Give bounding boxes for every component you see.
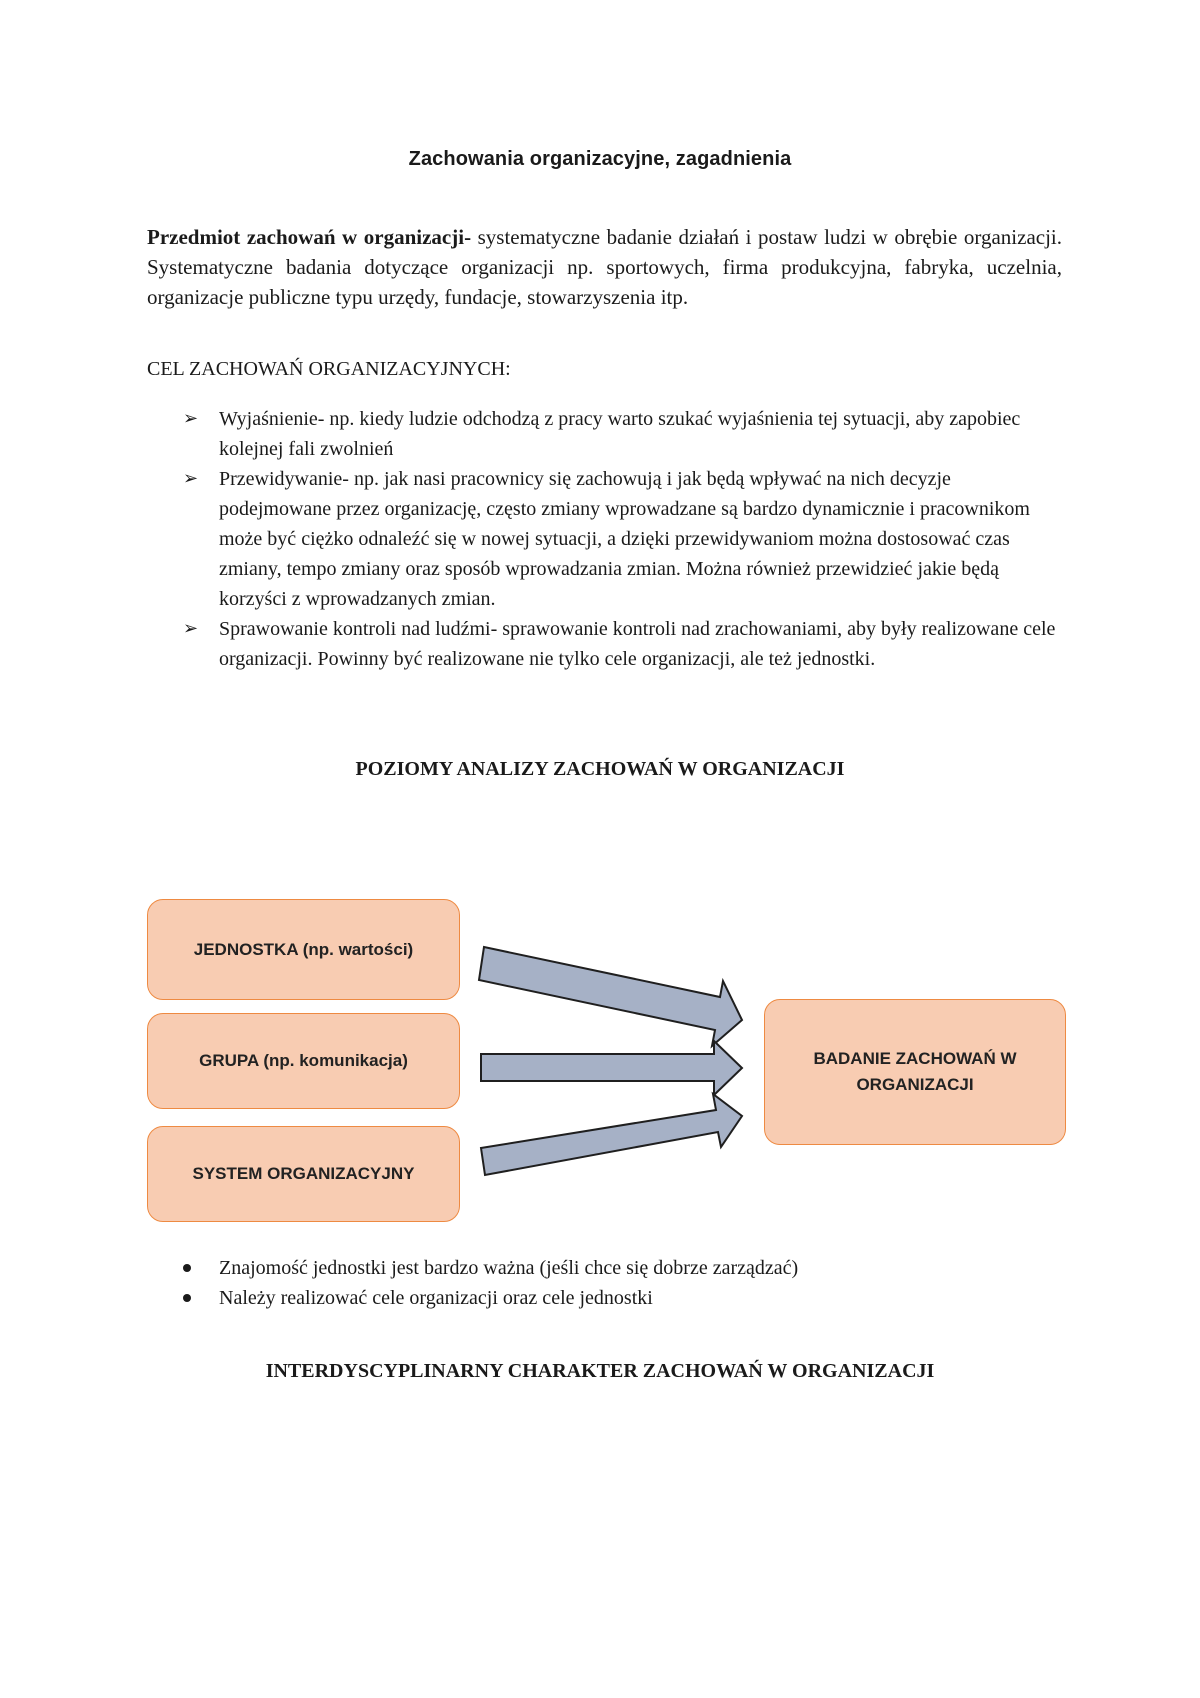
page-title: Zachowania organizacyjne, zagadnienia <box>408 148 792 170</box>
note-text: Znajomość jednostki jest bardzo ważna (jeśli chce się dobrze zarządzać) <box>219 1257 799 1279</box>
levels-heading: POZIOMY ANALIZY ZACHOWAŃ W ORGANIZACJI <box>355 758 845 780</box>
bullet-dot-icon <box>183 1294 191 1302</box>
goals-list <box>147 404 1067 674</box>
bullet-dot-icon <box>183 1264 191 1272</box>
goal-text: Wyjaśnienie- np. kiedy ludzie odchodzą z pracy warto szukać wyjaśnienia tej sytuacji, aby zapobiec kolejnej fali zwolnień <box>219 408 1021 460</box>
arrow-right-icon <box>479 947 742 1046</box>
goal-text: Przewidywanie- np. jak nasi pracownicy się zachowują i jak będą wpływać na nich decyzje podejmowane przez organizację, często zmiany wprowadzane są bardzo dynamicznie i pracownikom może być ciężko odnaleźć się w nowej sytuacji, a dzięki przewidywaniom można dostosować czas zmiany, tempo zmiany oraz sposób wprowadzania zmian. Można również przewidzieć jakie będą korzyści z wprowadzanych zmian. <box>219 468 1030 610</box>
intro-paragraph <box>147 222 1062 312</box>
interdisciplinary-heading: INTERDYSCYPLINARNY CHARAKTER ZACHOWAŃ W ORGANIZACJI <box>265 1360 935 1382</box>
note-item <box>147 1283 798 1313</box>
diagram-box-grupa: GRUPA (np. komunikacja) <box>147 1013 460 1109</box>
note-item <box>147 1253 798 1283</box>
diagram-box-system: SYSTEM ORGANIZACYJNY <box>147 1126 460 1222</box>
intro-text: systematyczne badanie działań i postaw ludzi w obrębie organizacji. Systematyczne badania dotyczące organizacji np. sportowych, firma produkcyjna, fabryka, uczelnia, organizacje publiczne typu urzędy, fundacje, stowarzyszenia itp. <box>147 225 1063 309</box>
notes-list <box>147 1253 798 1313</box>
diagram-box-jednostka: JEDNOSTKA (np. wartości) <box>147 899 460 1000</box>
goals-heading: CEL ZACHOWAŃ ORGANIZACYJNYCH: <box>147 358 511 380</box>
diagram-box-target: BADANIE ZACHOWAŃ W ORGANIZACJI <box>764 999 1066 1145</box>
goal-item <box>147 614 1067 674</box>
levels-diagram <box>0 880 1200 1240</box>
goal-item <box>147 404 1067 464</box>
goal-text: Sprawowanie kontroli nad ludźmi- sprawowanie kontroli nad zrachowaniami, aby były realizowane cele organizacji. Powinny być realizowane nie tylko cele organizacji, ale też jednostki. <box>219 618 1056 670</box>
arrow-right-icon <box>481 1094 742 1175</box>
arrow-right-icon <box>481 1041 742 1095</box>
arrow-bullet-icon: ➢ <box>183 468 199 489</box>
arrow-bullet-icon: ➢ <box>183 408 199 429</box>
intro-term: Przedmiot zachowań w organizacji- <box>147 225 472 249</box>
goal-item <box>147 464 1067 614</box>
arrow-bullet-icon: ➢ <box>183 618 199 639</box>
note-text: Należy realizować cele organizacji oraz cele jednostki <box>219 1287 653 1309</box>
